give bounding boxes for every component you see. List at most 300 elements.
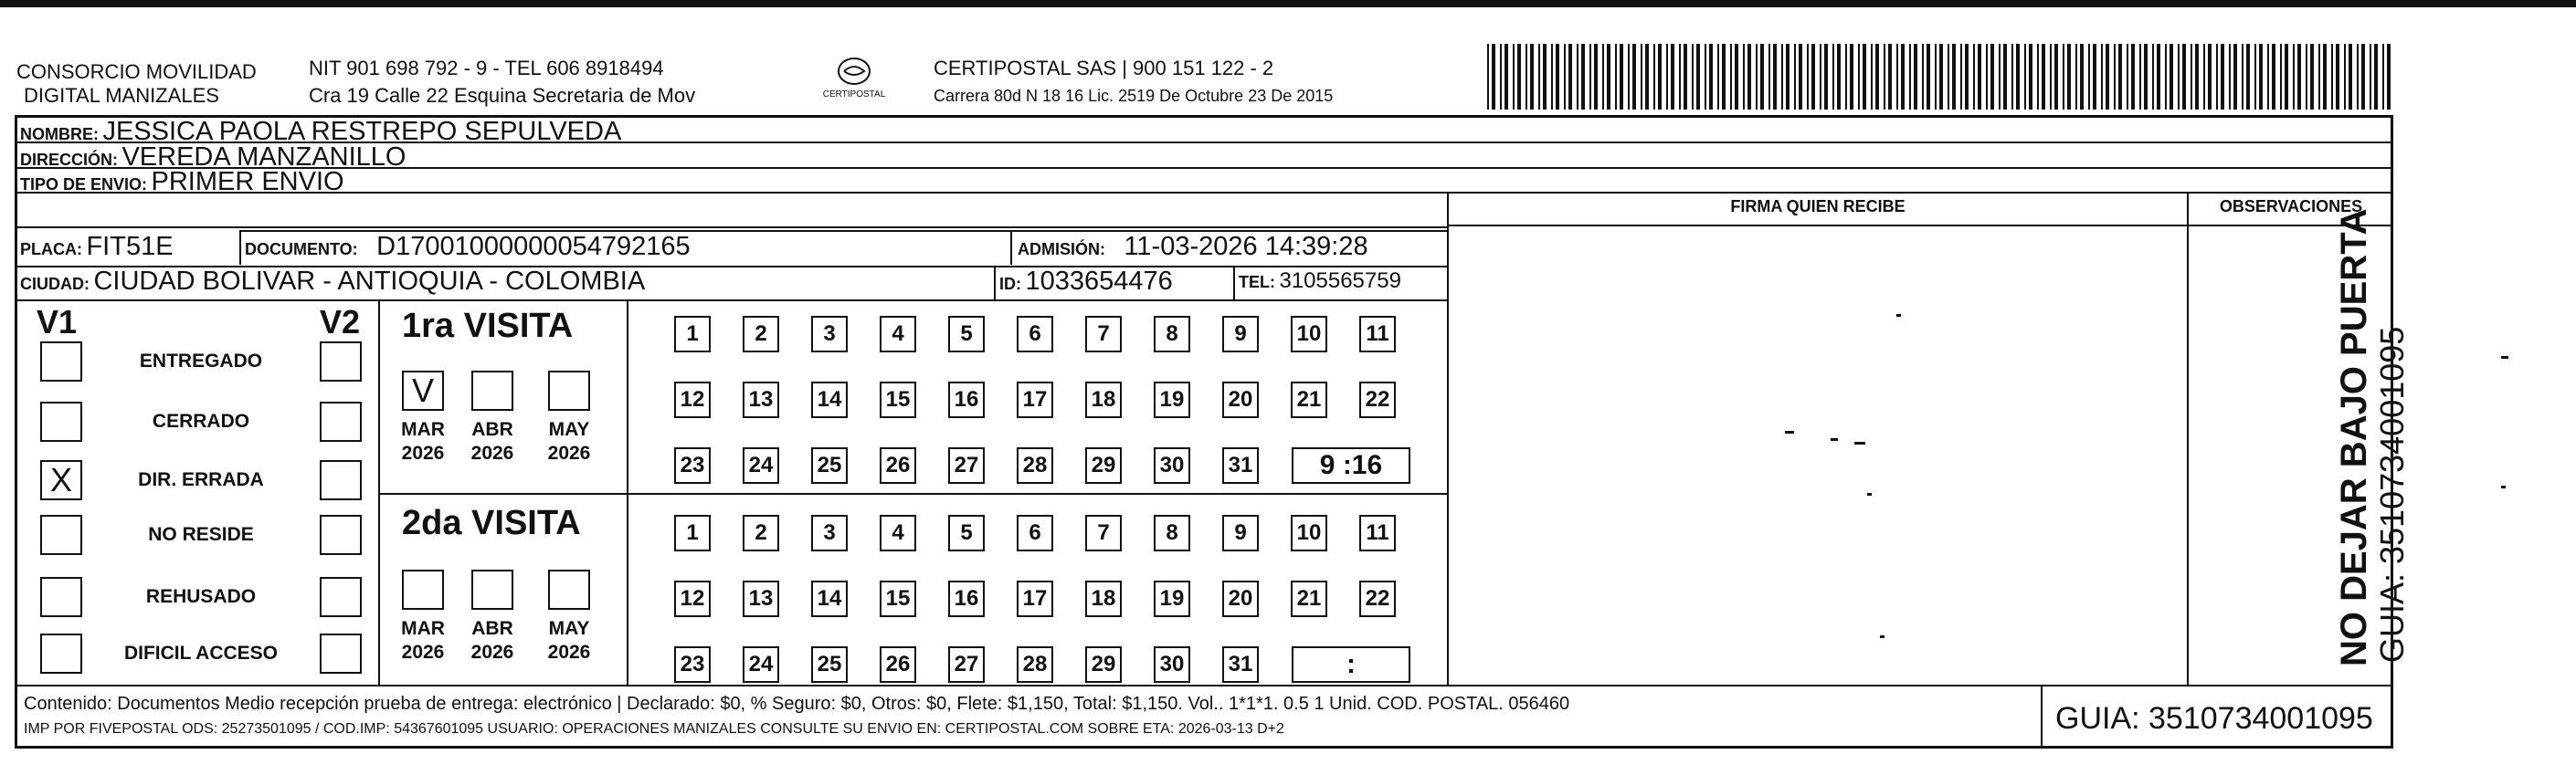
nombre-value: JESSICA PAOLA RESTREPO SEPULVEDA	[102, 117, 622, 146]
day-box[interactable]: 1	[674, 316, 711, 352]
barcode-bar	[1863, 44, 1866, 110]
month-checkbox[interactable]	[471, 570, 513, 610]
barcode-bar	[2336, 44, 2339, 110]
side-guia: GUIA: 3510734001095	[2373, 326, 2411, 663]
barcode-bar	[1709, 44, 1713, 110]
row-divider	[15, 685, 2393, 686]
v2-checkbox[interactable]	[320, 341, 362, 382]
nombre-label: NOMBRE:	[20, 125, 99, 143]
barcode-bar	[2280, 44, 2282, 110]
day-box[interactable]: 12	[674, 581, 711, 617]
month-year: 2026	[547, 642, 591, 663]
barcode-bar	[2127, 44, 2128, 110]
barcode-bar	[1487, 44, 1489, 110]
barcode-bar	[2088, 44, 2090, 110]
day-box[interactable]: 16	[948, 581, 985, 617]
barcode-bar	[1773, 44, 1777, 110]
v1-checkbox[interactable]: X	[40, 460, 82, 500]
margin-mark	[2501, 486, 2506, 488]
documento-value: D17001000000054792165	[376, 232, 691, 261]
barcode-bar	[2259, 44, 2263, 110]
barcode-bar	[2080, 44, 2084, 110]
visit1-title: 1ra VISITA	[402, 307, 574, 345]
barcode-bar	[2075, 44, 2077, 110]
v1-checkbox[interactable]	[40, 341, 82, 382]
barcode-bar	[2216, 44, 2218, 110]
barcode-bar	[1628, 44, 1630, 110]
side-warning	[2334, 208, 2411, 666]
barcode-bar	[2191, 44, 2192, 110]
signature-mark	[1880, 635, 1884, 638]
margin-mark	[2501, 356, 2508, 359]
tel-cell	[1239, 268, 1401, 294]
day-box[interactable]: 5	[948, 515, 985, 551]
barcode-bar	[1948, 44, 1949, 110]
barcode-bar	[1632, 44, 1636, 110]
barcode-bar	[2203, 44, 2205, 110]
day-box[interactable]: 31	[1222, 646, 1259, 683]
day-box[interactable]: 11	[1359, 316, 1396, 352]
barcode-bar	[1620, 44, 1623, 110]
company-name	[16, 60, 257, 108]
id-cell	[999, 267, 1173, 297]
barcode-bar	[1760, 44, 1764, 110]
barcode-bar	[2042, 44, 2045, 110]
day-box[interactable]: 4	[880, 515, 916, 551]
tel-divider	[1233, 266, 1235, 299]
tel-label: TEL:	[1239, 273, 1275, 291]
barcode-bar	[1922, 44, 1924, 110]
address-line: Cra 19 Calle 22 Esquina Secretaria de Mov	[309, 84, 696, 107]
month-label	[460, 418, 524, 466]
ciudad-label: CIUDAD:	[20, 275, 90, 293]
day-box[interactable]: 3	[811, 515, 848, 551]
month-checkbox[interactable]	[402, 570, 444, 610]
month-year: 2026	[470, 642, 514, 663]
barcode-bar	[1577, 44, 1578, 110]
month-label	[391, 617, 455, 665]
barcode-bar	[2016, 44, 2020, 110]
signature-header-divider	[1447, 225, 2393, 226]
direccion-label: DIRECCIÓN:	[20, 151, 118, 169]
top-border	[0, 0, 2576, 7]
barcode-bar	[1530, 44, 1534, 110]
certipostal-info	[934, 57, 1333, 106]
day-box[interactable]: 15	[880, 581, 916, 617]
barcode-bar	[1538, 44, 1540, 110]
barcode-bar	[2067, 44, 2071, 110]
barcode-bar	[1845, 44, 1847, 110]
barcode-bar	[2165, 44, 2167, 110]
barcode-bar	[2101, 44, 2103, 110]
barcode-bar	[1679, 44, 1681, 110]
day-box[interactable]: 29	[1085, 646, 1122, 683]
nit-line: NIT 901 698 792 - 9 - TEL 606 8918494	[309, 57, 664, 79]
barcode-bar	[1564, 44, 1566, 110]
day-box[interactable]: 7	[1085, 316, 1122, 352]
barcode-bar	[2152, 44, 2154, 110]
barcode-bar	[2306, 44, 2307, 110]
barcode-bar	[1965, 44, 1969, 110]
day-box[interactable]: 5	[948, 316, 985, 352]
svg-text:CERTIPOSTAL: CERTIPOSTAL	[822, 89, 886, 100]
barcode-bar	[1935, 44, 1937, 110]
observations-divider	[2187, 192, 2189, 685]
month-name: MAY	[548, 419, 590, 440]
day-box[interactable]: 30	[1154, 447, 1190, 484]
status-label-entregado: ENTREGADO	[139, 351, 263, 372]
day-box[interactable]: 28	[1017, 646, 1053, 683]
day-box[interactable]: 2	[743, 515, 779, 551]
barcode-bar	[1551, 44, 1553, 110]
day-box[interactable]: 7	[1085, 515, 1122, 551]
signature-mark	[1854, 442, 1865, 445]
barcode-bar	[2003, 44, 2007, 110]
barcode-bar	[1615, 44, 1617, 110]
barcode-bar	[1986, 44, 1988, 110]
barcode-bar	[2178, 44, 2180, 110]
barcode-bar	[2349, 44, 2352, 110]
barcode-bar	[2293, 44, 2295, 110]
visit-separator	[378, 493, 1447, 495]
barcode-bar	[1875, 44, 1879, 110]
barcode-bar	[2144, 44, 2148, 110]
day-box[interactable]: 19	[1154, 581, 1190, 617]
firma-header: FIRMA QUIEN RECIBE	[1730, 197, 1906, 215]
barcode-bar	[2382, 44, 2384, 110]
signature-mark	[1896, 314, 1901, 317]
barcode	[1487, 44, 2393, 110]
v2-checkbox[interactable]	[320, 515, 362, 555]
v2-header: V2	[320, 303, 361, 341]
certipostal-name: CERTIPOSTAL SAS | 900 151 122 - 2	[934, 57, 1274, 79]
placa-label: PLACA:	[20, 240, 82, 258]
row-divider	[15, 192, 2393, 194]
barcode-bar	[2024, 44, 2026, 110]
month-label	[460, 617, 524, 665]
day-box[interactable]: 17	[1017, 382, 1053, 418]
barcode-bar	[1781, 44, 1783, 110]
barcode-bar	[1858, 44, 1860, 110]
barcode-bar	[1556, 44, 1559, 110]
barcode-bar	[2114, 44, 2116, 110]
v2-checkbox[interactable]	[320, 402, 362, 442]
day-box[interactable]: 15	[880, 382, 916, 418]
month-year: 2026	[401, 642, 445, 663]
barcode-bar	[1594, 44, 1598, 110]
month-label	[391, 418, 455, 466]
day-box[interactable]: 24	[743, 646, 779, 683]
day-box[interactable]: 21	[1291, 382, 1327, 418]
admision-divider	[1010, 230, 1012, 265]
day-box[interactable]: 21	[1291, 581, 1327, 617]
status-label-no-reside: NO RESIDE	[148, 524, 254, 545]
barcode-bar	[1799, 44, 1802, 110]
barcode-bar	[1671, 44, 1674, 110]
barcode-bar	[1747, 44, 1751, 110]
time-box[interactable]: 9 :16	[1292, 447, 1410, 484]
barcode-bar	[1653, 44, 1655, 110]
signature-mark	[1785, 431, 1794, 434]
barcode-bar	[2131, 44, 2135, 110]
day-box[interactable]: 13	[743, 581, 779, 617]
signature-mark	[1867, 493, 1872, 496]
day-box[interactable]: 31	[1222, 447, 1259, 484]
barcode-bar	[1504, 44, 1508, 110]
month-name: ABR	[471, 618, 513, 639]
barcode-bar	[1999, 44, 2001, 110]
company-name-line2: DIGITAL MANIZALES	[24, 84, 219, 107]
tel-value: 3105565759	[1279, 268, 1401, 293]
certipostal-logo	[818, 51, 890, 111]
day-box[interactable]: 18	[1085, 382, 1122, 418]
barcode-bar	[1901, 44, 1905, 110]
day-box[interactable]: 23	[674, 646, 711, 683]
barcode-bar	[1837, 44, 1841, 110]
row-divider	[15, 226, 1447, 228]
barcode-bar	[2370, 44, 2371, 110]
month-checkbox[interactable]	[548, 371, 590, 411]
day-box[interactable]: 9	[1222, 515, 1259, 551]
barcode-bar	[2285, 44, 2288, 110]
placa-cell	[20, 232, 174, 262]
barcode-bar	[2331, 44, 2333, 110]
barcode-bar	[1811, 44, 1815, 110]
direccion-value: VEREDA MANZANILLO	[121, 142, 406, 172]
day-box[interactable]: 28	[1017, 447, 1053, 484]
day-box[interactable]: 25	[811, 447, 848, 484]
barcode-bar	[2063, 44, 2064, 110]
day-box[interactable]: 26	[880, 447, 916, 484]
day-box[interactable]: 12	[674, 382, 711, 418]
barcode-bar	[1517, 44, 1521, 110]
barcode-bar	[2310, 44, 2314, 110]
day-box[interactable]: 22	[1359, 581, 1396, 617]
status-label-dir-errada: DIR. ERRADA	[138, 469, 264, 490]
day-box[interactable]: 25	[811, 646, 848, 683]
tipo-label: TIPO DE ENVIO:	[20, 175, 148, 194]
month-label	[537, 418, 601, 466]
barcode-bar	[1871, 44, 1873, 110]
barcode-bar	[2229, 44, 2231, 110]
month-year: 2026	[401, 443, 445, 464]
day-box[interactable]: 19	[1154, 382, 1190, 418]
admision-cell	[1018, 232, 1368, 262]
company-info	[309, 57, 695, 108]
day-box[interactable]: 14	[811, 382, 848, 418]
barcode-bar	[2297, 44, 2301, 110]
placa-divider	[239, 230, 241, 265]
month-year: 2026	[470, 443, 514, 464]
barcode-bar	[1820, 44, 1821, 110]
visit2-title: 2da VISITA	[402, 504, 581, 542]
barcode-bar	[1602, 44, 1604, 110]
v1-header: V1	[37, 303, 78, 341]
barcode-bar	[1768, 44, 1770, 110]
day-box[interactable]: 3	[811, 316, 848, 352]
barcode-bar	[2246, 44, 2250, 110]
id-divider	[994, 266, 996, 299]
v2-checkbox[interactable]	[320, 460, 362, 500]
barcode-bar	[1684, 44, 1687, 110]
day-box[interactable]: 20	[1222, 382, 1259, 418]
barcode-bar	[1807, 44, 1809, 110]
day-box[interactable]: 26	[880, 646, 916, 683]
barcode-bar	[2361, 44, 2365, 110]
barcode-bar	[1756, 44, 1758, 110]
v1-checkbox[interactable]	[40, 634, 82, 674]
month-checkbox[interactable]	[471, 371, 513, 411]
barcode-bar	[2054, 44, 2058, 110]
status-label-rehusado: REHUSADO	[145, 586, 257, 607]
barcode-bar	[2374, 44, 2378, 110]
day-box[interactable]: 11	[1359, 515, 1396, 551]
barcode-bar	[1568, 44, 1572, 110]
month-checkbox[interactable]	[548, 570, 590, 610]
guia-divider	[2041, 685, 2043, 749]
admision-value: 11-03-2026 14:39:28	[1124, 232, 1368, 261]
barcode-bar	[2208, 44, 2212, 110]
barcode-bar	[1696, 44, 1700, 110]
barcode-bar	[1645, 44, 1649, 110]
barcode-bar	[1641, 44, 1642, 110]
status-label-dificil-acceso: DIFICIL ACCESO	[123, 643, 278, 664]
documento-cell	[245, 232, 691, 262]
footer-guia: GUIA: 3510734001095	[2055, 701, 2373, 736]
day-box[interactable]: 16	[948, 382, 985, 418]
month-name: ABR	[471, 419, 513, 440]
barcode-bar	[2323, 44, 2327, 110]
day-box[interactable]: 27	[948, 447, 985, 484]
barcode-bar	[2233, 44, 2237, 110]
day-box[interactable]: 10	[1291, 316, 1327, 352]
day-box[interactable]: 23	[674, 447, 711, 484]
barcode-bar	[1722, 44, 1726, 110]
barcode-bar	[2272, 44, 2275, 110]
documento-label: DOCUMENTO:	[245, 240, 358, 258]
v2-checkbox[interactable]	[320, 577, 362, 617]
day-box[interactable]: 18	[1085, 581, 1122, 617]
month-name: MAR	[401, 419, 445, 440]
barcode-bar	[1850, 44, 1853, 110]
barcode-bar	[1939, 44, 1943, 110]
barcode-bar	[1990, 44, 1994, 110]
visit-divider	[378, 299, 380, 685]
barcode-bar	[1978, 44, 1981, 110]
barcode-bar	[1960, 44, 1962, 110]
barcode-bar	[2106, 44, 2109, 110]
footer-content: Contenido: Documentos Medio recepción prueba de entrega: electrónico | Declarado: $0, % Seguro: $0, Otros: $0, Flete: $1,150, Total: $1,150. Vol.. 1*1*1. 0.5 1 Unid. COD. POSTAL. 056460	[24, 694, 1570, 714]
barcode-bar	[1666, 44, 1668, 110]
barcode-bar	[1492, 44, 1495, 110]
barcode-bar	[1786, 44, 1789, 110]
day-box[interactable]: 27	[948, 646, 985, 683]
day-box[interactable]: 14	[811, 581, 848, 617]
day-box[interactable]: 17	[1017, 581, 1053, 617]
barcode-bar	[1735, 44, 1738, 110]
month-year: 2026	[547, 443, 591, 464]
time-box[interactable]: :	[1292, 646, 1410, 683]
barcode-bar	[1896, 44, 1898, 110]
row-divider	[15, 299, 1447, 301]
barcode-bar	[2254, 44, 2256, 110]
barcode-bar	[1513, 44, 1515, 110]
barcode-bar	[2267, 44, 2269, 110]
barcode-bar	[1909, 44, 1911, 110]
day-box[interactable]: 4	[880, 316, 916, 352]
barcode-bar	[2387, 44, 2391, 110]
admision-label: ADMISIÓN:	[1018, 240, 1105, 258]
day-box[interactable]: 6	[1017, 316, 1053, 352]
day-box[interactable]: 8	[1154, 316, 1190, 352]
barcode-bar	[1589, 44, 1591, 110]
barcode-bar	[2050, 44, 2052, 110]
day-box[interactable]: 22	[1359, 382, 1396, 418]
day-box[interactable]: 1	[674, 515, 711, 551]
day-box[interactable]: 10	[1291, 515, 1327, 551]
days-divider	[627, 299, 628, 685]
id-value: 1033654476	[1025, 267, 1173, 296]
barcode-bar	[1526, 44, 1527, 110]
barcode-bar	[2093, 44, 2096, 110]
barcode-bar	[1884, 44, 1885, 110]
observaciones-header: OBSERVACIONES	[2219, 197, 2363, 215]
day-box[interactable]: 2	[743, 316, 779, 352]
barcode-bar	[2182, 44, 2186, 110]
day-box[interactable]: 6	[1017, 515, 1053, 551]
month-label	[537, 617, 601, 665]
barcode-bar	[1973, 44, 1975, 110]
footer-imp: IMP POR FIVEPOSTAL ODS: 25273501095 / COD.IMP: 54367601095 USUARIO: OPERACIONES MANIZALES CONSULTE SU ENVIO EN: CERTIPOSTAL.COM SOBRE ETA: 2026-03-13 D+2	[24, 721, 1284, 737]
id-label: ID:	[999, 275, 1021, 293]
barcode-bar	[2118, 44, 2122, 110]
barcode-bar	[2029, 44, 2032, 110]
barcode-bar	[1500, 44, 1502, 110]
barcode-bar	[1824, 44, 1828, 110]
month-name: MAR	[401, 618, 445, 639]
no-dejar-bajo-puerta: NO DEJAR BAJO PUERTA	[2334, 208, 2374, 666]
status-label-cerrado: CERRADO	[152, 411, 250, 432]
v1-checkbox[interactable]	[40, 515, 82, 555]
barcode-bar	[1794, 44, 1796, 110]
day-box[interactable]: 24	[743, 447, 779, 484]
barcode-bar	[2139, 44, 2141, 110]
day-box[interactable]: 13	[743, 382, 779, 418]
barcode-bar	[1888, 44, 1892, 110]
barcode-bar	[2344, 44, 2346, 110]
v2-checkbox[interactable]	[320, 634, 362, 674]
barcode-bar	[1914, 44, 1917, 110]
signature-divider	[1447, 192, 1449, 685]
day-box[interactable]: 20	[1222, 581, 1259, 617]
month-checkbox[interactable]: V	[402, 371, 444, 411]
signature-mark	[1831, 438, 1838, 441]
barcode-bar	[2242, 44, 2243, 110]
v1-checkbox[interactable]	[40, 577, 82, 617]
day-box[interactable]: 8	[1154, 515, 1190, 551]
barcode-bar	[1717, 44, 1719, 110]
barcode-bar	[1743, 44, 1745, 110]
barcode-bar	[2157, 44, 2160, 110]
day-box[interactable]: 29	[1085, 447, 1122, 484]
tipo-value: PRIMER ENVIO	[151, 167, 344, 196]
barcode-bar	[2221, 44, 2224, 110]
barcode-bar	[1658, 44, 1662, 110]
day-box[interactable]: 9	[1222, 316, 1259, 352]
v1-checkbox[interactable]	[40, 402, 82, 442]
barcode-bar	[1607, 44, 1610, 110]
day-box[interactable]: 30	[1154, 646, 1190, 683]
